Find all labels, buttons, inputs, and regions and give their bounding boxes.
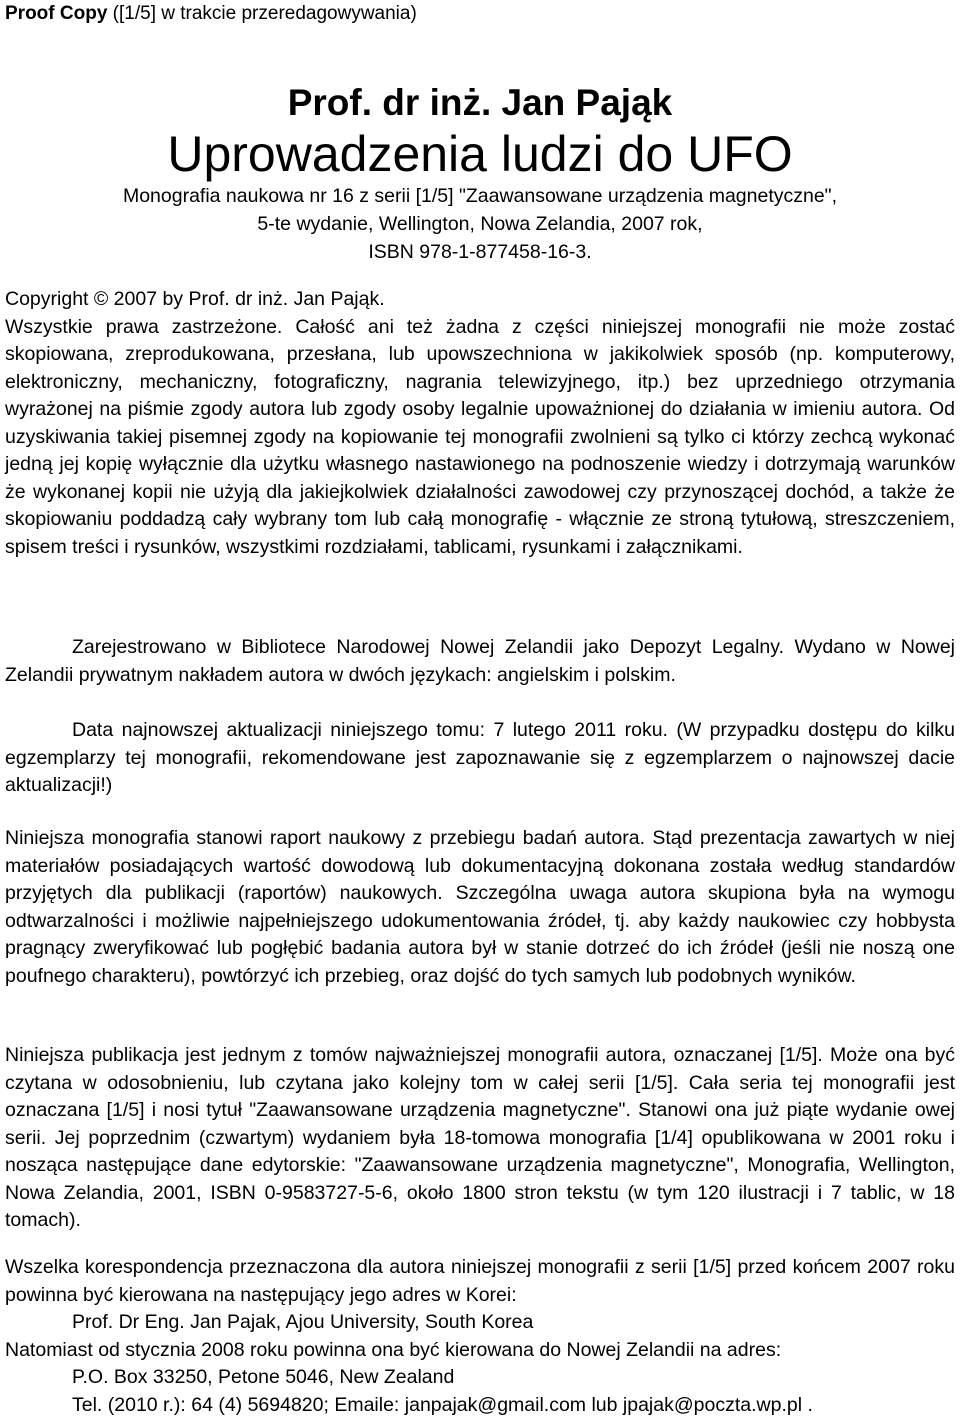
proof-copy-label: Proof Copy (5, 3, 107, 24)
copyright-line: Copyright © 2007 by Prof. dr inż. Jan Pająk. (5, 286, 955, 314)
publication-section (5, 1042, 955, 1235)
proof-copy-note: ([1/5] w trakcie przeredagowywania) (107, 3, 416, 24)
subtitle-isbn: ISBN 978-1-877458-16-3. (5, 238, 955, 266)
registration-section (5, 634, 955, 689)
registration-text: Zarejestrowano w Bibliotece Narodowej Nowej Zelandii jako Depozyt Legalny. Wydano w Nowej Zelandii prywatnym nakładem autora w dwóch językach: angielskim i polskim. (5, 634, 955, 689)
contact-line: Tel. (2010 r.): 64 (4) 5694820; Emaile: janpajak@gmail.com lub jpajak@poczta.wp.pl . (5, 1392, 955, 1419)
correspondence-section (5, 1254, 955, 1419)
report-section (5, 825, 955, 990)
author-name: Prof. dr inż. Jan Pająk (5, 82, 955, 124)
correspondence-text-2: Natomiast od stycznia 2008 roku powinna ona być kierowana do Nowej Zelandii na adres: (5, 1337, 955, 1365)
subtitle-line-2: 5-te wydanie, Wellington, Nowa Zelandia, 2007 rok, (5, 210, 955, 238)
correspondence-text: Wszelka korespondencja przeznaczona dla autora niniejszej monografii z serii [1/5] przed końcem 2007 roku powinna być kierowana na następujący jego adres w Korei: (5, 1254, 955, 1309)
report-text: Niniejsza monografia stanowi raport naukowy z przebiegu badań autora. Stąd prezentacja zawartych w niej materiałów posiadających wartość dowodową lub dokumentacyjną dokonana została według standardów przyjętych dla publikacji (raportów) naukowych. Szczególna uwaga autora skupiona była na wymogu odtwarzalności i możliwie najpełniejszego udokumentowania źródeł, tj. aby każdy naukowiec czy hobbysta pragnący zweryfikować lub pogłębić badania autora był w stanie dotrzeć do ich źródeł (jeśli nie noszą one poufnego charakteru), powtórzyć ich przebieg, oraz dojść do tych samych lub podobnych wyników. (5, 825, 955, 990)
nz-address: P.O. Box 33250, Petone 5046, New Zealand (5, 1364, 955, 1392)
book-title: Uprowadzenia ludzi do UFO (5, 126, 955, 182)
update-text: Data najnowszej aktualizacji niniejszego tomu: 7 lutego 2011 roku. (W przypadku dostępu do kilku egzemplarzy tej monografii, rekomendowane jest zapoznawanie się z egzemplarzem o najnowszej dacie aktualizacji!) (5, 717, 955, 800)
subtitle-line-1: Monografia naukowa nr 16 z serii [1/5] "Zaawansowane urządzenia magnetyczne", (5, 182, 955, 210)
copyright-text: Wszystkie prawa zastrzeżone. Całość ani też żadna z części niniejszej monografii nie może zostać skopiowana, zreprodukowana, przesłana, lub upowszechniona w jakikolwiek sposób (np. komputerowy, elektroniczny, mechaniczny, fotograficzny, nagrania telewizyjnego, itp.) bez uprzedniego otrzymania wyrażonej na piśmie zgody autora lub zgody osoby legalnie upoważnionej do działania w imieniu autora. Od uzyskiwania takiej pisemnej zgody na kopiowanie tej monografii zwolnieni są tylko ci którzy zechcą wykonać jedną jej kopię wyłącznie dla użytku własnego nastawionego na podnoszenie wiedzy i dotrzymają warunków że wykonanej kopii nie użyją dla jakiejkolwiek działalności zawodowej czy przynoszącej dochód, a także że skopiowaniu poddadzą cały wybrany tom lub całą monografię - włącznie ze stroną tytułową, streszczeniem, spisem treści i rysunków, wszystkimi rozdziałami, tablicami, rysunkami i załącznikami. (5, 314, 955, 562)
update-section (5, 717, 955, 800)
korea-address: Prof. Dr Eng. Jan Pajak, Ajou University, South Korea (5, 1309, 955, 1337)
subtitle-block (5, 182, 955, 266)
copyright-section (5, 286, 955, 561)
publication-text: Niniejsza publikacja jest jednym z tomów najważniejszej monografii autora, oznaczanej [1/5]. Może ona być czytana w odosobnieniu, lub czytana jako kolejny tom w całej serii [1/5]. Cała seria tej monografii jest oznaczana [1/5] i nosi tytuł "Zaawansowane urządzenia magnetyczne". Stanowi ona już piąte wydanie owej serii. Jej poprzednim (czwartym) wydaniem była 18-tomowa monografia [1/4] opublikowana w 2001 roku i nosząca następujące dane edytorskie: "Zaawansowane urządzenia magnetyczne", Monografia, Wellington, Nowa Zelandia, 2001, ISBN 0-9583727-5-6, około 1800 stron tekstu (w tym 120 ilustracji i 7 tablic, w 18 tomach). (5, 1042, 955, 1235)
proof-copy-header (5, 3, 417, 25)
